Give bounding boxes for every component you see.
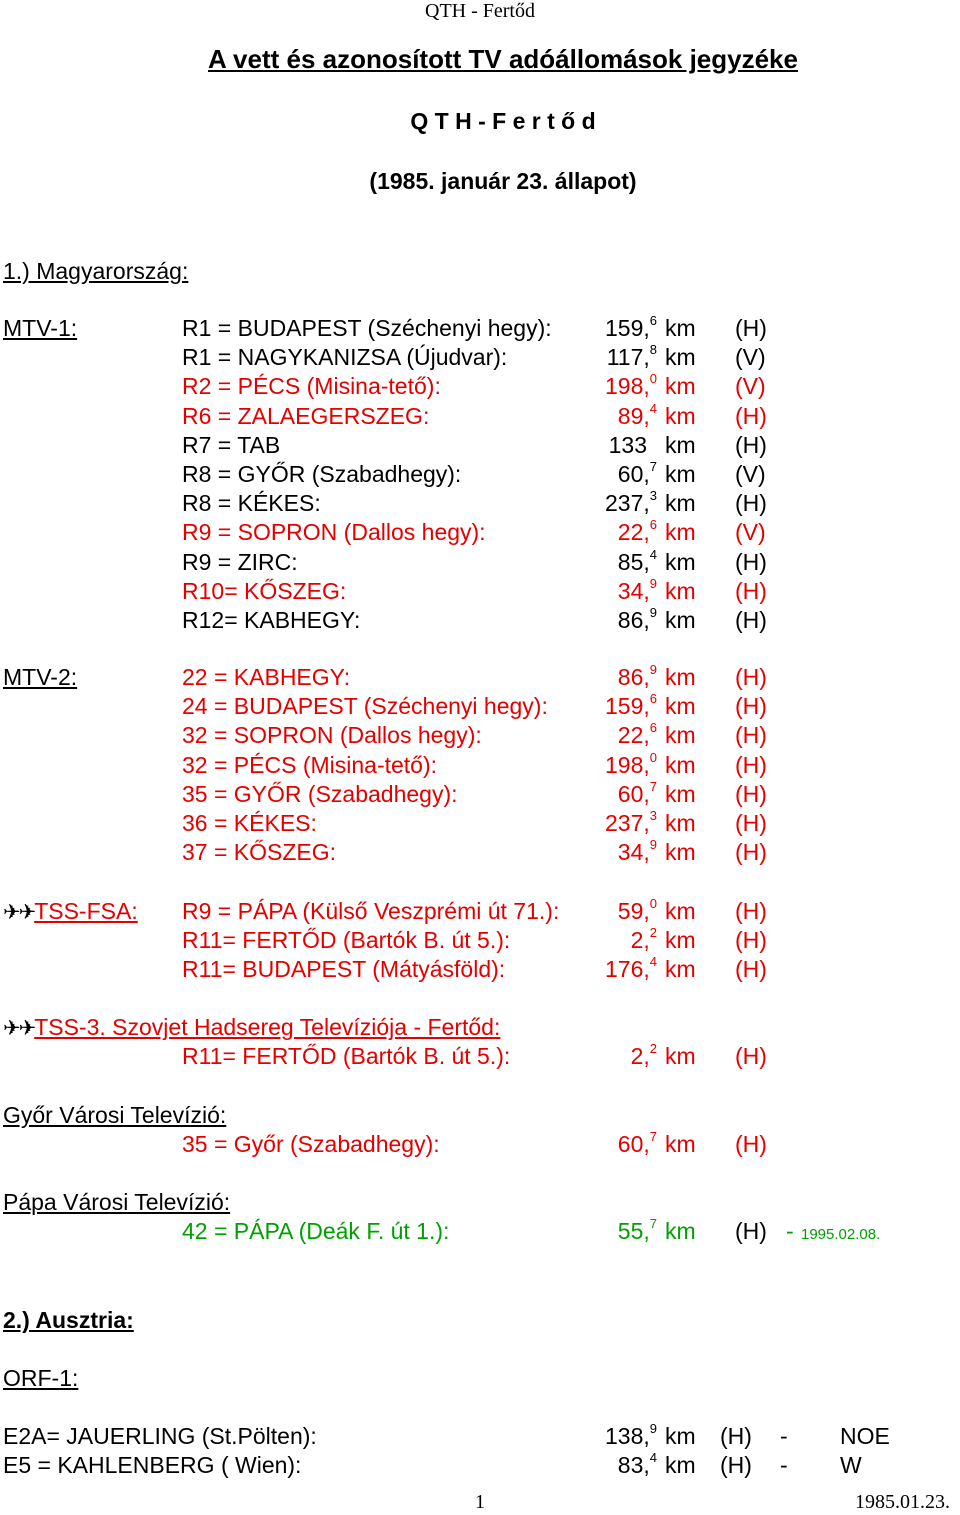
station-name: R8 = KÉKES: [182,490,321,517]
page-subtitle: Q T H - F e r t ő d [410,108,596,134]
polarization: (H) [735,1218,767,1244]
distance-value: 117,$^8$ [606,342,657,371]
distance-unit: km [665,1131,696,1157]
polarization: (H) [735,490,767,517]
distance-unit: km [665,461,696,487]
polarization: (H) [735,664,767,690]
distance-value: 83,$^4$ [617,1450,657,1478]
station-row [0,1217,960,1246]
distance-unit: km [665,607,696,633]
distance-unit: km [665,898,696,924]
station-name: R11= FERTŐD (Bartók B. út 5.): [182,1043,511,1069]
polarization: (H) [720,1423,752,1449]
station-row [0,1042,960,1071]
distance-unit: km [665,315,696,341]
station-row [0,809,960,838]
station-row [0,780,960,809]
distance-unit: km [665,490,696,517]
station-name: E5 = KAHLENBERG ( Wien): [3,1452,302,1478]
station-name: R11= FERTŐD (Bartók B. út 5.): [182,927,511,954]
station-name: R8 = GYŐR (Szabadhegy): [182,461,462,487]
distance-value: 176,$^4$ [605,954,657,983]
tss3-label: TSS-3. Szovjet Hadsereg Televíziója - Fertőd: [34,1014,501,1040]
polarization: (H) [735,722,767,749]
distance-value: 237,$^3$ [605,488,657,517]
station-row [0,343,960,372]
station-name: R6 = ZALAEGERSZEG: [182,402,430,429]
station-row [0,721,960,750]
station-row [0,751,960,780]
distance-unit: km [665,548,696,575]
region: W [840,1452,862,1478]
station-row [0,489,960,518]
station-row [0,577,960,606]
station-name: R9 = PÁPA (Külső Veszprémi út 71.): [182,898,560,924]
distance-value: 89,$^4$ [617,400,657,429]
station-row [0,663,960,692]
distance-unit: km [665,431,696,458]
distance-value: 86,$^9$ [617,662,657,690]
polarization: (H) [735,810,767,836]
polarization: (H) [735,839,767,866]
distance-unit: km [665,722,696,749]
page-title: A vett és azonosított TV adóállomások jegyzéke [208,44,798,74]
station-name: R11= BUDAPEST (Mátyásföld): [182,956,506,983]
station-name: 37 = KŐSZEG: [182,839,337,866]
distance-unit: km [665,751,696,778]
distance-value: 2,$^2$ [630,1041,657,1069]
station-name: R7 = TAB [182,431,281,458]
distance-value: 159,$^6$ [605,691,657,720]
page-number: 1 [475,1491,485,1513]
distance-unit: km [665,1423,696,1449]
distance-value: 86,$^9$ [617,605,657,633]
date-state: (1985. január 23. állapot) [369,168,637,194]
station-name: 35 = Győr (Szabadhegy): [182,1131,440,1157]
station-row [0,897,960,926]
station-name: 42 = PÁPA (Deák F. út 1.): [182,1218,450,1244]
distance-unit: km [665,577,696,604]
polarization: (H) [735,1043,767,1069]
station-row [0,402,960,431]
distance-unit: km [665,344,696,371]
group-label-gyor: Győr Városi Televízió: [3,1102,227,1128]
distance-value: 34,$^9$ [617,575,657,604]
station-row [0,1422,960,1451]
distance-value: 198,$^0$ [605,749,657,778]
distance-unit: km [665,402,696,429]
dash: - [780,1452,788,1478]
section-heading-austria: 2.) Ausztria: [3,1307,134,1333]
station-row [0,1130,960,1159]
distance-unit: km [665,1452,696,1478]
group-label-mtv2: MTV-2: [3,664,78,690]
airplane-icon: ✈✈ [3,1017,35,1040]
distance-value: 59,$^0$ [617,896,657,924]
station-name: 24 = BUDAPEST (Széchenyi hegy): [182,693,548,720]
polarization: (H) [735,315,767,341]
distance-unit: km [665,810,696,836]
start-date: 1995.02.08. [801,1226,881,1243]
polarization: (H) [720,1452,752,1478]
dash: - [780,1423,788,1449]
polarization: (H) [735,577,767,604]
station-name: 32 = SOPRON (Dallos hegy): [182,722,482,749]
distance-unit: km [665,839,696,866]
polarization: (H) [735,548,767,575]
distance-unit: km [665,1218,696,1244]
polarization: (V) [735,344,766,371]
polarization: (H) [735,1131,767,1157]
airplane-icon: ✈✈ [3,901,35,924]
station-row [0,926,960,955]
distance-value: 2,$^2$ [630,925,657,954]
station-name: R12= KABHEGY: [182,607,361,633]
distance-value: 198,$^0$ [605,371,657,400]
station-name: 36 = KÉKES: [182,810,317,836]
distance-value: 22,$^6$ [617,720,657,749]
region: NOE [840,1423,890,1449]
polarization: (V) [735,519,766,546]
station-row [0,372,960,401]
station-row [0,955,960,984]
station-row [0,606,960,635]
station-name: R10= KŐSZEG: [182,577,347,604]
distance-unit: km [665,693,696,720]
station-name: R1 = NAGYKANIZSA (Újudvar): [182,344,508,371]
station-row [0,431,960,460]
distance-value: 34,$^9$ [617,837,657,866]
station-name: R9 = SOPRON (Dallos hegy): [182,519,486,546]
footer-date: 1985.01.23. [855,1491,950,1513]
distance-value: 55,$^7$ [617,1216,657,1244]
group-label-orf1: ORF-1: [3,1365,79,1391]
station-row [0,838,960,867]
distance-value: 22,$^6$ [617,517,657,546]
station-row [0,692,960,721]
polarization: (H) [735,780,767,807]
distance-value: 85,$^4$ [617,546,657,575]
polarization: (V) [735,461,766,487]
station-name: 32 = PÉCS (Misina-tető): [182,751,438,778]
distance-value: 133 [608,431,647,458]
station-name: R9 = ZIRC: [182,548,298,575]
polarization: (H) [735,431,767,458]
tss-fsa-label: TSS-FSA: [34,898,138,924]
station-name: R1 = BUDAPEST (Széchenyi hegy): [182,315,552,341]
group-label-papa: Pápa Városi Televízió: [3,1189,231,1215]
polarization: (H) [735,693,767,720]
polarization: (H) [735,402,767,429]
station-name: E2A= JAUERLING (St.Pölten): [3,1423,317,1449]
station-name: 22 = KABHEGY: [182,664,351,690]
group-label-mtv1: MTV-1: [3,315,78,341]
station-row [0,518,960,547]
section-heading-hungary: 1.) Magyarország: [3,258,189,284]
distance-value: 60,$^7$ [617,1129,657,1157]
polarization: (V) [735,373,766,400]
distance-value: 60,$^7$ [617,778,657,807]
station-name: R2 = PÉCS (Misina-tető): [182,373,441,400]
polarization: (H) [735,956,767,983]
station-row [0,314,960,343]
distance-value: 138,$^9$ [605,1421,657,1449]
group-label-tss3 [3,1013,500,1043]
distance-unit: km [665,519,696,546]
polarization: (H) [735,927,767,954]
dash: - [786,1218,794,1244]
station-row [0,1451,960,1480]
polarization: (H) [735,898,767,924]
station-name: 35 = GYŐR (Szabadhegy): [182,780,458,807]
page-header: QTH - Fertőd [425,0,535,22]
distance-value: 237,$^3$ [605,808,657,836]
station-row [0,460,960,489]
distance-unit: km [665,927,696,954]
distance-unit: km [665,956,696,983]
station-row [0,548,960,577]
polarization: (H) [735,607,767,633]
polarization: (H) [735,751,767,778]
distance-value: 60,$^7$ [617,459,657,487]
distance-value: 159,$^6$ [605,313,657,341]
distance-unit: km [665,664,696,690]
distance-unit: km [665,1043,696,1069]
distance-unit: km [665,780,696,807]
distance-unit: km [665,373,696,400]
